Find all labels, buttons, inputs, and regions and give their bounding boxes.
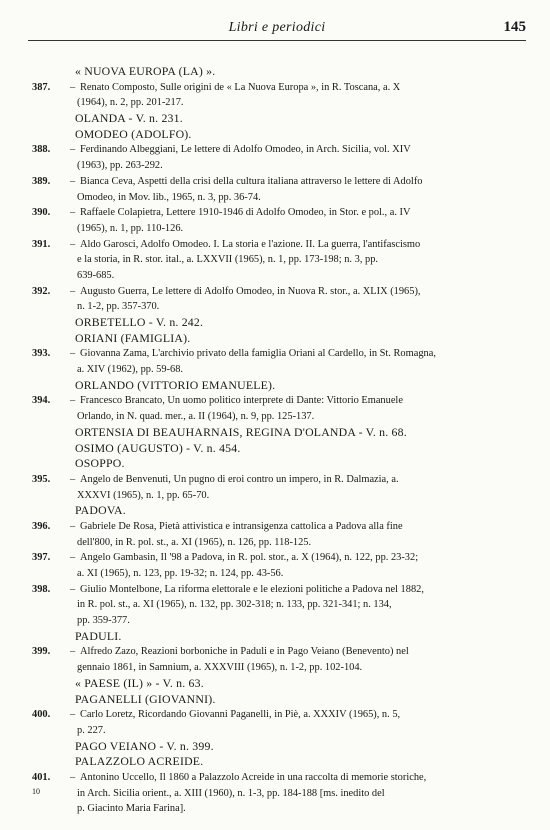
entry-number: 401. — [32, 771, 51, 783]
bibliography-entry — [32, 80, 528, 96]
bibliography-entry — [32, 519, 528, 535]
entry-continuation: gennaio 1861, in Samnium, a. XXXVIII (1965), n. 1-2, pp. 102-104. — [77, 662, 363, 674]
bibliography-entry — [32, 707, 528, 723]
entry-number: 388. — [32, 144, 51, 156]
entry-text: Giovanna Zama, L'archivio privato della famiglia Oriani al Cardello, in St. Romagna, — [80, 348, 436, 360]
entry-continuation: (1964), n. 2, pp. 201-217. — [77, 97, 184, 109]
entry-text: Augusto Guerra, Le lettere di Adolfo Omodeo, in Nuova R. stor., a. XLIX (1965), — [80, 285, 421, 297]
entry-number: 393. — [32, 348, 51, 360]
entry-continuation: Orlando, in N. quad. mer., a. II (1964), n. 9, pp. 125-137. — [77, 411, 315, 423]
entry-number: 400. — [32, 709, 51, 721]
bibliography-entry — [32, 237, 528, 253]
entry-number: 399. — [32, 646, 51, 658]
entry-dash: – — [70, 207, 76, 219]
section-heading: ORTENSIA DI BEAUHARNAIS, REGINA D'OLANDA - V. n. 68. — [75, 424, 407, 439]
entry-number: 389. — [32, 175, 51, 187]
bibliography-entry — [32, 346, 528, 362]
bibliography-entry — [32, 770, 528, 786]
entry-dash: – — [70, 238, 76, 250]
section-heading: PAGO VEIANO - V. n. 399. — [75, 738, 214, 753]
entry-text: Francesco Brancato, Un uomo politico interprete di Dante: Vittorio Emanuele — [80, 395, 403, 407]
entry-dash: – — [70, 709, 76, 721]
entry-text: Alfredo Zazo, Reazioni borboniche in Paduli e in Pago Veiano (Benevento) nel — [80, 646, 409, 658]
bibliography-entry — [32, 205, 528, 221]
entry-dash: – — [70, 646, 76, 658]
entry-dash: – — [70, 583, 76, 595]
entry-text: Gabriele De Rosa, Pietà attivistica e intransigenza cattolica a Padova alla fine — [80, 520, 403, 532]
page-header — [28, 18, 526, 41]
section-heading: OMODEO (ADOLFO). — [75, 126, 192, 141]
entry-dash: – — [70, 552, 76, 564]
entry-number: 387. — [32, 81, 51, 93]
bibliography-entry — [32, 284, 528, 300]
section-heading: OSOPPO. — [75, 456, 125, 471]
entry-continuation: Omodeo, in Mov. lib., 1965, n. 3, pp. 36-74. — [77, 191, 261, 203]
entry-continuation: XXXVI (1965), n. 1, pp. 65-70. — [77, 489, 210, 501]
entry-continuation: n. 1-2, pp. 357-370. — [77, 301, 160, 313]
bibliography-entry — [32, 644, 528, 660]
entry-dash: – — [70, 771, 76, 783]
entry-number: 395. — [32, 473, 51, 485]
entry-number: 391. — [32, 238, 51, 250]
entry-dash: – — [70, 285, 76, 297]
entry-continuation: 639-685. — [77, 269, 115, 281]
entry-text: Angelo Gambasin, Il '98 a Padova, in R. pol. stor., a. X (1964), n. 122, pp. 23-32; — [80, 552, 419, 564]
entry-continuation: p. 227. — [77, 724, 106, 736]
bibliography-entry — [32, 174, 528, 190]
entry-continuation: (1965), n. 1, pp. 110-126. — [77, 222, 184, 234]
entry-text: Aldo Garosci, Adolfo Omodeo. I. La storia e l'azione. II. La guerra, l'antifascismo — [80, 238, 421, 250]
entry-continuation: a. XIV (1962), pp. 59-68. — [77, 364, 184, 376]
entry-continuation: in Arch. Sicilia orient., a. XIII (1960), n. 1-3, pp. 184-188 [ms. inedito del — [77, 787, 385, 799]
entry-number: 397. — [32, 552, 51, 564]
bibliography-entry — [32, 142, 528, 158]
bibliography-entry — [32, 582, 528, 598]
entry-continuation: p. Giacinto Maria Farina]. — [77, 803, 186, 815]
entry-continuation: in R. pol. st., a. XI (1965), n. 132, pp. 302-318; n. 133, pp. 321-341; n. 134, — [77, 599, 392, 611]
entry-text: Bianca Ceva, Aspetti della crisi della cultura italiana attraverso le lettere di Adolfo — [80, 175, 423, 187]
footer-mark: 10 — [32, 787, 40, 796]
entry-text: Renato Composto, Sulle origini de « La Nuova Europa », in R. Toscana, a. X — [80, 81, 401, 93]
page-number: 145 — [503, 19, 526, 35]
entry-dash: – — [70, 144, 76, 156]
section-heading: PAGANELLI (GIOVANNI). — [75, 691, 216, 706]
bibliography-entry — [32, 393, 528, 409]
entry-continuation: pp. 359-377. — [77, 615, 130, 627]
section-heading: PADULI. — [75, 628, 122, 643]
section-heading: ORBETELLO - V. n. 242. — [75, 315, 204, 329]
entry-text: Carlo Loretz, Ricordando Giovanni Paganelli, in Piè, a. XXXIV (1965), n. 5, — [80, 709, 401, 721]
entry-dash: – — [70, 81, 76, 93]
entry-dash: – — [70, 175, 76, 187]
entry-continuation: dell'800, in R. pol. st., a. XI (1965), n. 126, pp. 118-125. — [77, 536, 312, 548]
section-heading: OLANDA - V. n. 231. — [75, 111, 183, 126]
section-heading: PALAZZOLO ACREIDE. — [75, 754, 204, 769]
bibliography-entry — [32, 550, 528, 566]
entry-dash: – — [70, 520, 76, 532]
entry-number: 396. — [32, 520, 51, 532]
running-title: Libri e periodici — [228, 20, 326, 35]
bibliography-entry — [32, 472, 528, 488]
bibliography-content — [32, 64, 528, 817]
entry-continuation: e la storia, in R. stor. ital., a. LXXVII (1965), n. 1, pp. 173-198; n. 3, pp. — [77, 254, 378, 266]
entry-text: Ferdinando Albeggiani, Le lettere di Adolfo Omodeo, in Arch. Sicilia, vol. XIV — [80, 144, 411, 156]
entry-continuation: a. XI (1965), n. 123, pp. 19-32; n. 124, pp. 43-56. — [77, 568, 284, 579]
entry-dash: – — [70, 348, 76, 360]
entry-number: 398. — [32, 583, 51, 595]
entry-number: 392. — [32, 285, 51, 297]
section-heading: OSIMO (AUGUSTO) - V. n. 454. — [75, 440, 241, 455]
entry-number: 394. — [32, 395, 51, 407]
entry-dash: – — [70, 395, 76, 407]
entry-number: 390. — [32, 207, 51, 219]
entry-text: Angelo de Benvenuti, Un pugno di eroi contro un impero, in R. Dalmazia, a. — [80, 473, 399, 485]
section-heading: « PAESE (IL) » - V. n. 63. — [75, 675, 204, 690]
entry-dash: – — [70, 473, 76, 485]
section-heading: « NUOVA EUROPA (LA) ». — [75, 64, 216, 78]
entry-text: Antonino Uccello, Il 1860 a Palazzolo Acreide in una raccolta di memorie storiche, — [80, 771, 427, 783]
section-heading: ORIANI (FAMIGLIA). — [75, 330, 191, 345]
entry-continuation: (1963), pp. 263-292. — [77, 160, 163, 172]
entry-text: Raffaele Colapietra, Lettere 1910-1946 di Adolfo Omodeo, in Stor. e pol., a. IV — [80, 207, 411, 219]
section-heading: PADOVA. — [75, 503, 126, 518]
entry-text: Giulio Montelbone, La riforma elettorale e le elezioni politiche a Padova nel 1882, — [80, 583, 424, 595]
section-heading: ORLANDO (VITTORIO EMANUELE). — [75, 377, 276, 392]
